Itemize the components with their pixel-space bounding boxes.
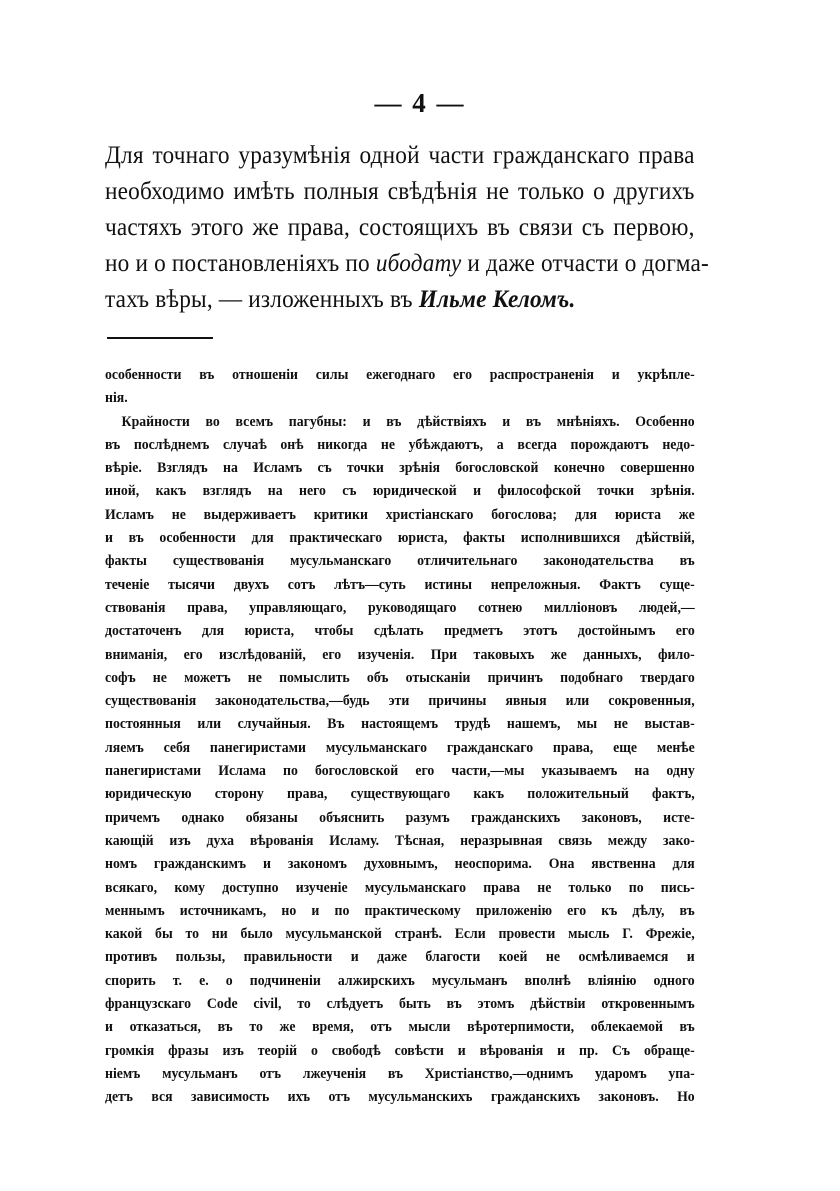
footnote-line: въ послѣднемъ случаѣ онѣ никогда не убѣждаютъ, а всегда порождаютъ недо- [105,436,695,453]
footnote-line: юридическую сторону права, существующаго какъ положительный фактъ, [105,786,695,803]
footnote-line: Крайности во всемъ пагубны: и въ дѣйствіяхъ и въ мнѣніяхъ. Особенно [121,413,695,430]
main-text-line [105,282,695,318]
footnote-line: достаточенъ для юриста, чтобы сдѣлать предметъ этотъ достойнымъ его [105,623,695,640]
footnote-line: ляемъ себя панегиристами мусульманскаго гражданскаго права, еще менѣе [105,739,695,756]
footnote-line: ствованія права, управляющаго, руководящаго сотнею милліоновъ людей,— [105,599,695,616]
footnote-line: существованія законодательства,—будь эти причины явныя или сокровенныя, [105,693,695,710]
main-text-line [105,246,709,282]
footnote [105,364,695,1110]
footnote-line: иной, какъ взглядъ на него съ юридической и философской точки зрѣнія. [105,483,695,500]
footnote-line: противъ пользы, правильности и даже благости коей не осмѣливаемся и [105,949,695,966]
footnote-line: нія. [105,390,128,407]
footnote-line: и отказаться, въ то же время, отъ мысли вѣротерпимости, облекаемой въ [105,1019,695,1036]
footnote-line: особенности въ отношеніи силы ежегоднаго его распространенія и укрѣпле- [105,367,695,383]
footnote-line: громкія фразы изъ теорій о свободѣ совѣсти и вѣрованія и пр. Съ обраще- [105,1042,695,1059]
footnote-line: детъ вся зависимость ихъ отъ мусульманскихъ гражданскихъ законовъ. Но [105,1089,695,1106]
footnote-line: софъ не можетъ не помыслить объ отысканіи причинъ подобнаго твердаго [105,669,695,686]
footnote-line: панегиристами Ислама по богословской его части,—мы указываемъ на одну [105,763,695,780]
page-number: — 4 — [374,88,466,118]
footnote-line: вѣріе. Взглядъ на Исламъ съ точки зрѣнія богословской конечно совершенно [105,460,695,477]
italic-term: ибодату [375,250,462,277]
footnote-line: спорить т. е. о подчиненіи алжирскихъ мусульманъ вполнѣ вліянію одного [105,972,695,989]
footnote-separator [107,337,213,339]
main-text-segment: и даже отчасти о догма- [461,250,709,277]
footnote-line: какой бы то ни было мусульманской странѣ. Если провести мысль Г. Фрежіе, [105,926,695,943]
footnote-line: французскаго Code civil, то слѣдуетъ быть въ этомъ дѣйствіи откровеннымъ [105,996,695,1013]
footnote-line: постоянныя или случайныя. Въ настоящемъ трудѣ нашемъ, мы не выстав- [105,716,695,733]
footnote-line: теченіе тысячи двухъ сотъ лѣтъ—суть истины непреложныя. Фактъ суще- [105,576,695,593]
main-paragraph [105,138,709,318]
footnote-line: меннымъ источникамъ, но и по практическому приложенію его къ дѣлу, въ [105,902,695,919]
footnote-line: кающій изъ духа вѣрованія Исламу. Тѣсная, неразрывная связь между зако- [105,832,695,849]
italic-book-title: Ильме Келомъ. [418,286,576,313]
footnote-line: Исламъ не выдерживаетъ критики христіанскаго богослова; для юриста же [105,506,695,523]
main-text-line: Для точнаго уразумѣнія одной части гражданскаго права [105,142,695,169]
main-text-segment: но и о постановленіяхъ по [105,250,376,277]
footnote-line: всякаго, кому доступно изученіе мусульманскаго права не только по пись- [105,879,695,896]
footnote-line: причемъ однако обязаны объяснить разумъ гражданскихъ законовъ, исте- [105,809,695,826]
footnote-line: вниманія, его изслѣдованій, его изученія. При таковыхъ же данныхъ, фило- [105,646,695,663]
footnote-line: номъ гражданскимъ и закономъ духовнымъ, неоспорима. Она явственна для [105,856,695,873]
footnote-line: факты существованія мусульманскаго отличительнаго законодательства въ [105,553,695,570]
footnote-line: и въ особенности для практическаго юриста, факты исполнившихся дѣйствій, [105,530,695,547]
main-text-line: частяхъ этого же права, состоящихъ въ связи съ первою, [105,214,695,241]
main-text-segment: тахъ вѣры, — изложенныхъ въ [105,286,419,313]
footnote-line: ніемъ мусульманъ отъ лжеученія въ Христіанство,—однимъ ударомъ упа- [105,1065,695,1082]
main-text-line: необходимо имѣть полныя свѣдѣнія не только о другихъ [105,178,695,205]
